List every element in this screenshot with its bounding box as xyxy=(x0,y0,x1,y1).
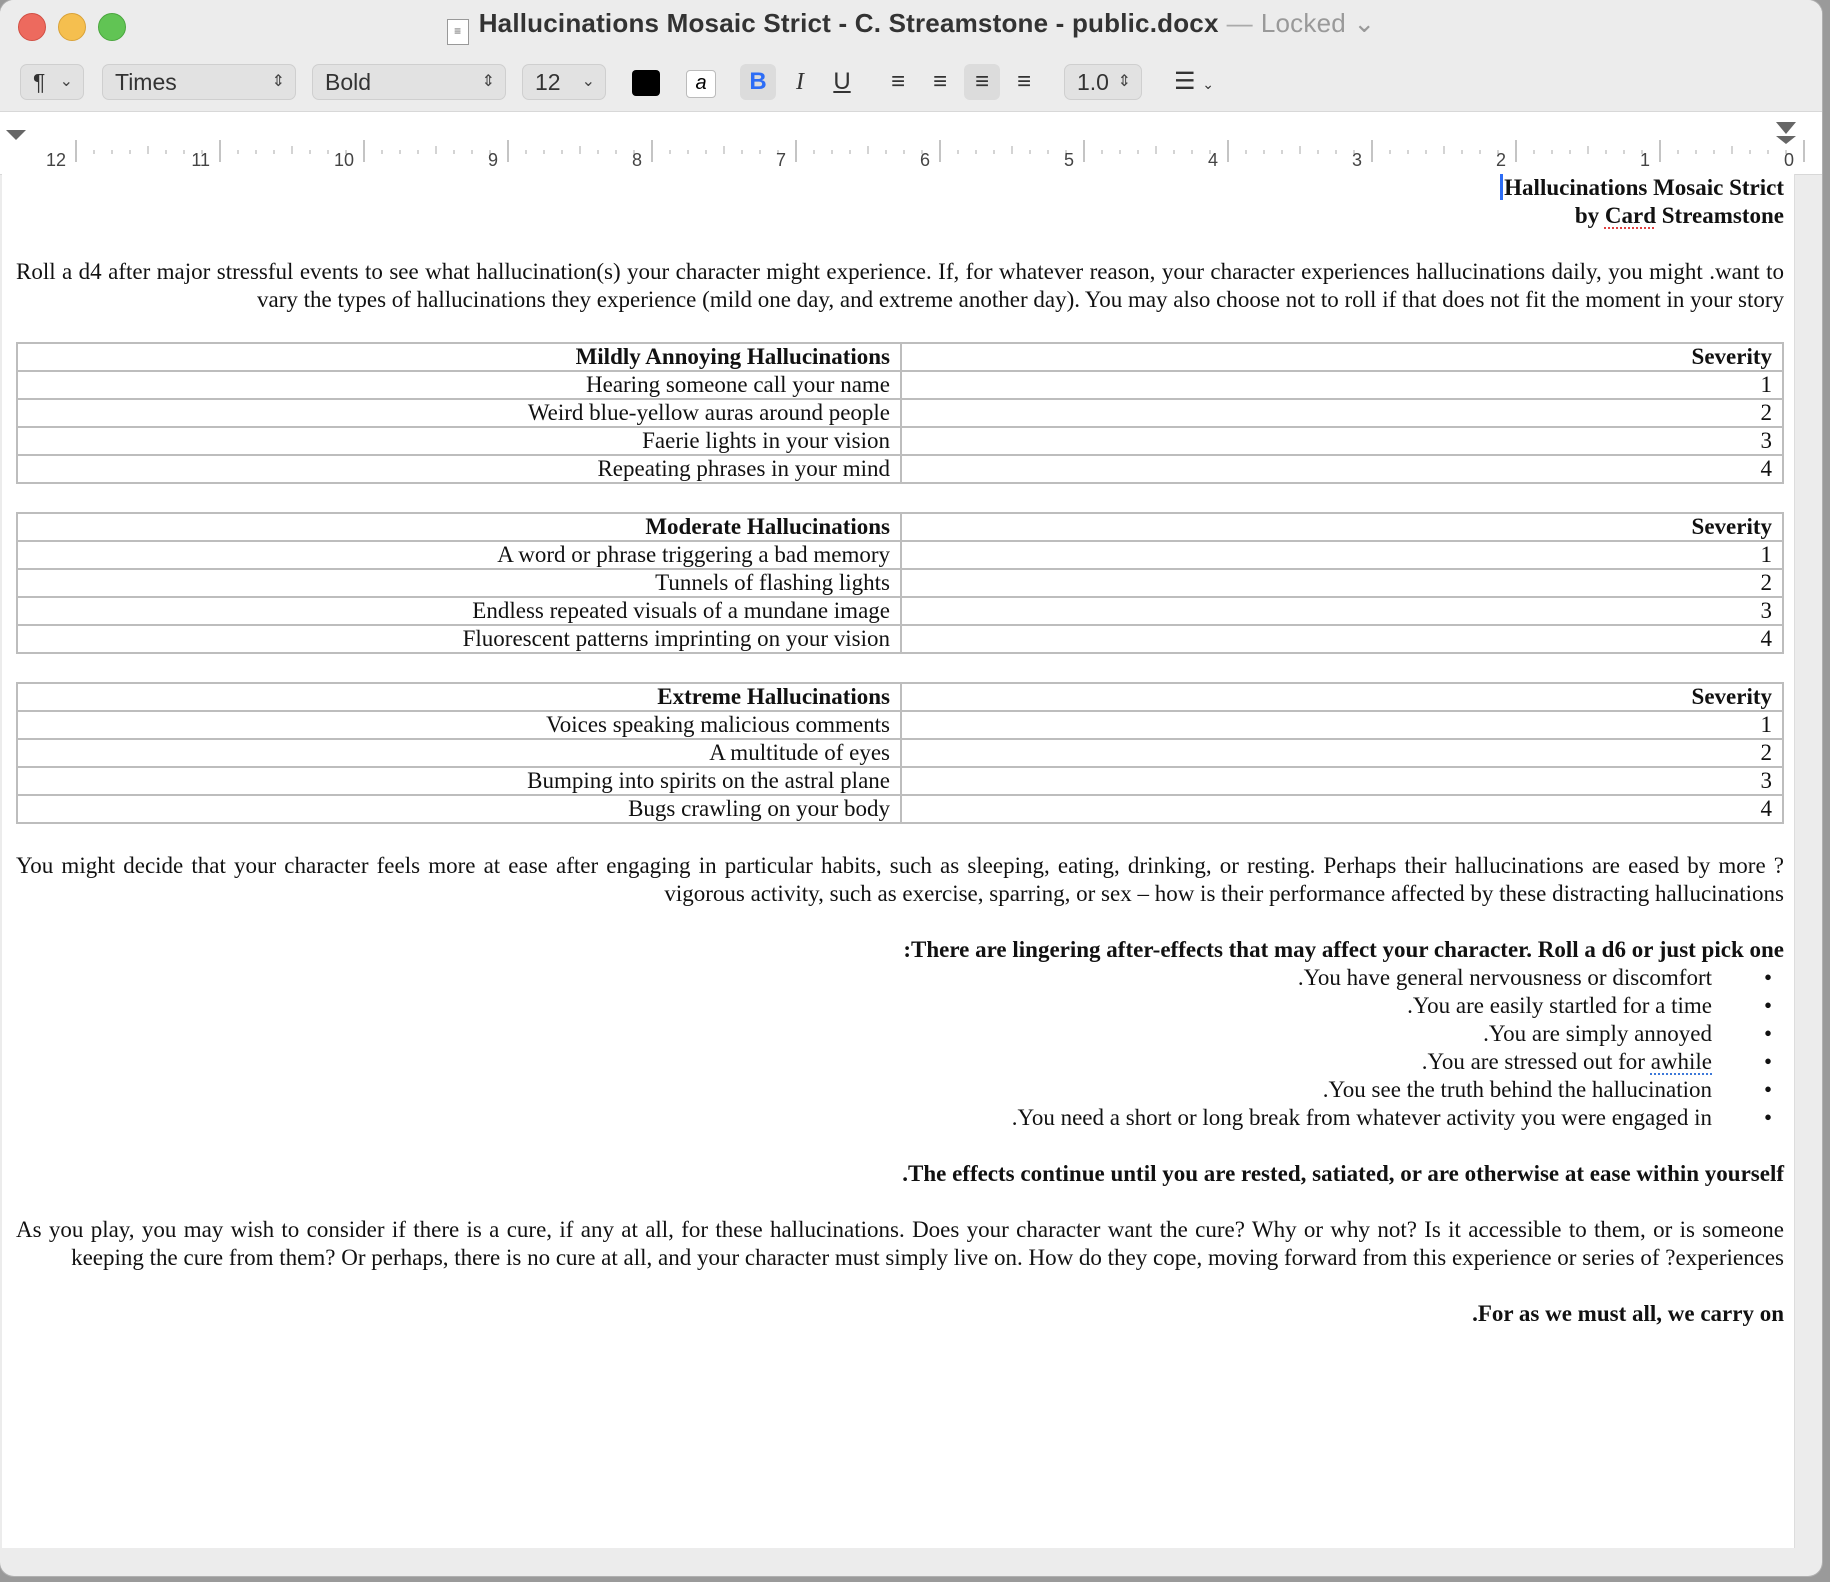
ruler-label: 9 xyxy=(487,150,498,170)
table-cell-severity: 3 xyxy=(901,767,1783,795)
document-icon: ≡ xyxy=(447,19,469,45)
hallucination-table-mild xyxy=(16,342,1784,484)
table-cell-text: Faerie lights in your vision xyxy=(17,427,901,455)
table-cell-text: Weird blue-yellow auras around people xyxy=(17,399,901,427)
list-item xyxy=(16,1104,1784,1132)
align-left-icon[interactable]: ≡ xyxy=(890,68,905,95)
table-cell-severity: 3 xyxy=(901,427,1783,455)
document-page[interactable] xyxy=(2,174,1795,1548)
chevron-down-icon: ⌄ xyxy=(1202,76,1214,92)
list-item-text: .You are easily startled for a time xyxy=(1407,993,1712,1018)
intro-paragraph: Roll a d4 after major stressful events to see what hallucination(s) your character might experience. If, for whatever reason, your character experiences hallucinations daily, you might .want to vary the types of hallucinations they experience (mild one day, and extreme another day). You may also choose not to roll if that does not fit the moment in your story xyxy=(16,259,1784,312)
up-down-chevron-icon: ⇕ xyxy=(481,73,495,90)
severity-header: Severity xyxy=(901,513,1783,541)
table-cell-text: Tunnels of flashing lights xyxy=(17,569,901,597)
underline-button[interactable]: U xyxy=(833,68,851,95)
bullet-glyph: • xyxy=(1763,965,1772,990)
table-cell-text: Bugs crawling on your body xyxy=(17,795,901,823)
table-cell-severity: 2 xyxy=(901,399,1783,427)
format-toolbar xyxy=(0,58,1822,106)
list-item-text: .You need a short or long break from whatever activity you were engaged in xyxy=(1011,1105,1712,1130)
hallucination-table-moderate xyxy=(16,512,1784,654)
font-size-combo[interactable] xyxy=(522,64,606,100)
ruler[interactable] xyxy=(0,111,1822,175)
bullet-glyph: • xyxy=(1763,1077,1772,1102)
grammar-flagged-word: awhile xyxy=(1650,1049,1712,1074)
list-item-text: .You have general nervousness or discomfort xyxy=(1297,965,1712,990)
paragraph-style-popup[interactable] xyxy=(20,64,84,100)
table-cell-text: A word or phrase triggering a bad memory xyxy=(17,541,901,569)
up-down-chevron-icon: ⇕ xyxy=(1117,73,1131,90)
chevron-down-icon: ⌄ xyxy=(581,73,595,90)
list-style-icon[interactable]: ☰ ⌄ xyxy=(1174,68,1214,95)
table-cell-text: Repeating phrases in your mind xyxy=(17,455,901,483)
byline-name-misspelled: Card xyxy=(1604,203,1657,228)
ruler-label: 0 xyxy=(1783,150,1794,170)
title-separator: — xyxy=(1226,8,1253,38)
document-title-text: Hallucinations Mosaic Strict xyxy=(1504,175,1784,200)
italic-button[interactable]: I xyxy=(796,69,804,95)
locked-status[interactable]: Locked xyxy=(1260,8,1346,38)
table-cell-text: Bumping into spirits on the astral plane xyxy=(17,767,901,795)
bullet-glyph: • xyxy=(1763,993,1772,1018)
table-cell-text: Endless repeated visuals of a mundane image xyxy=(17,597,901,625)
effects-continue-paragraph: .The effects continue until you are rested, satiated, or are otherwise at ease within yourself xyxy=(902,1161,1784,1186)
table-cell-text: Hearing someone call your name xyxy=(17,371,901,399)
ruler-label: 7 xyxy=(775,150,786,170)
table-cell-severity: 1 xyxy=(901,711,1783,739)
document-body[interactable] xyxy=(16,174,1784,1328)
ruler-ticks xyxy=(0,112,1822,174)
left-indent-marker[interactable] xyxy=(6,130,26,140)
list-item-text: .You see the truth behind the hallucination xyxy=(1322,1077,1712,1102)
table-cell-severity: 2 xyxy=(901,739,1783,767)
ruler-label: 4 xyxy=(1207,150,1218,170)
table-cell-severity: 1 xyxy=(901,371,1783,399)
ruler-label: 6 xyxy=(919,150,930,170)
window-title-text: Hallucinations Mosaic Strict - C. Streamstone - public.docx xyxy=(478,8,1219,38)
font-style-value: Bold xyxy=(325,69,372,95)
font-size-value: 12 xyxy=(535,69,561,95)
list-item-text: .You are stressed out for xyxy=(1421,1049,1651,1074)
ruler-label: 2 xyxy=(1495,150,1506,170)
justify-icon[interactable]: ≡ xyxy=(1016,68,1031,95)
chevron-down-icon[interactable]: ⌄ xyxy=(1345,8,1376,38)
table-cell-severity: 4 xyxy=(901,455,1783,483)
font-style-popup[interactable] xyxy=(312,64,506,100)
align-center-icon[interactable]: ≡ xyxy=(932,68,947,95)
after-effects-list xyxy=(16,964,1784,1132)
window-title xyxy=(0,8,1822,45)
list-item xyxy=(16,992,1784,1020)
chevron-down-icon: ⌄ xyxy=(59,73,73,90)
font-family-value: Times xyxy=(115,69,177,95)
habits-paragraph: You might decide that your character feels more at ease after engaging in particular habits, such as sleeping, eating, drinking, or resting. Perhaps their hallucinations are eased by more ?vigorous activity, such as exercise, sparring, or sex – how is their performance affected by these distracting hallucinations xyxy=(16,853,1784,906)
table-cell-text: A multitude of eyes xyxy=(17,739,901,767)
ruler-label: 12 xyxy=(45,150,66,170)
list-item-text: .You are simply annoyed xyxy=(1483,1021,1712,1046)
byline-suffix: Streamstone xyxy=(1656,203,1784,228)
document-byline xyxy=(16,202,1784,230)
bullet-glyph: • xyxy=(1763,1105,1772,1130)
table-cell-text: Fluorescent patterns imprinting on your vision xyxy=(17,625,901,653)
hallucination-table-extreme xyxy=(16,682,1784,824)
align-right-icon[interactable]: ≡ xyxy=(964,64,1000,100)
ruler-label: 1 xyxy=(1639,150,1650,170)
table-cell-severity: 4 xyxy=(901,625,1783,653)
bullet-glyph: • xyxy=(1763,1049,1772,1074)
title-bar xyxy=(0,0,1822,52)
table-heading: Mildly Annoying Hallucinations xyxy=(17,343,901,371)
list-item xyxy=(16,964,1784,992)
bullet-glyph: • xyxy=(1763,1021,1772,1046)
table-cell-severity: 4 xyxy=(901,795,1783,823)
bold-button[interactable]: B xyxy=(740,64,776,100)
ruler-label: 10 xyxy=(333,150,354,170)
ruler-label: 5 xyxy=(1063,150,1074,170)
line-spacing-value: 1.0 xyxy=(1077,69,1109,95)
highlight-color-icon[interactable]: a xyxy=(686,70,716,98)
list-item xyxy=(16,1020,1784,1048)
severity-header: Severity xyxy=(901,683,1783,711)
document-title xyxy=(16,174,1784,202)
ruler-label: 11 xyxy=(191,150,210,170)
table-cell-severity: 1 xyxy=(901,541,1783,569)
list-item xyxy=(16,1048,1784,1076)
closing-line: .For as we must all, we carry on xyxy=(1472,1301,1784,1326)
ruler-label: 3 xyxy=(1351,150,1362,170)
after-effects-heading: :There are lingering after-effects that may affect your character. Roll a d6 or just pick one xyxy=(903,937,1784,962)
up-down-chevron-icon: ⇕ xyxy=(271,73,285,90)
font-family-popup[interactable] xyxy=(102,64,296,100)
text-color-swatch[interactable] xyxy=(632,70,660,96)
line-spacing-popup[interactable] xyxy=(1064,64,1142,100)
table-heading: Moderate Hallucinations xyxy=(17,513,901,541)
text-caret xyxy=(1500,174,1503,200)
list-item xyxy=(16,1076,1784,1104)
right-indent-marker[interactable] xyxy=(1776,122,1796,144)
ruler-label: 8 xyxy=(631,150,642,170)
table-cell-severity: 3 xyxy=(901,597,1783,625)
pilcrow-icon: ¶ xyxy=(33,69,46,95)
table-cell-text: Voices speaking malicious comments xyxy=(17,711,901,739)
byline-prefix: by xyxy=(1574,203,1605,228)
table-cell-severity: 2 xyxy=(901,569,1783,597)
severity-header: Severity xyxy=(901,343,1783,371)
cure-paragraph: As you play, you may wish to consider if there is a cure, if any at all, for these hallucinations. Does your character want the cure? Why or why not? Is it accessible to them, or is someone keeping the cure from them? Or perhaps, there is no cure at all, and your character must simply live on. How do they cope, moving forward from this experience or series of ?experiences xyxy=(16,1217,1784,1270)
table-heading: Extreme Hallucinations xyxy=(17,683,901,711)
